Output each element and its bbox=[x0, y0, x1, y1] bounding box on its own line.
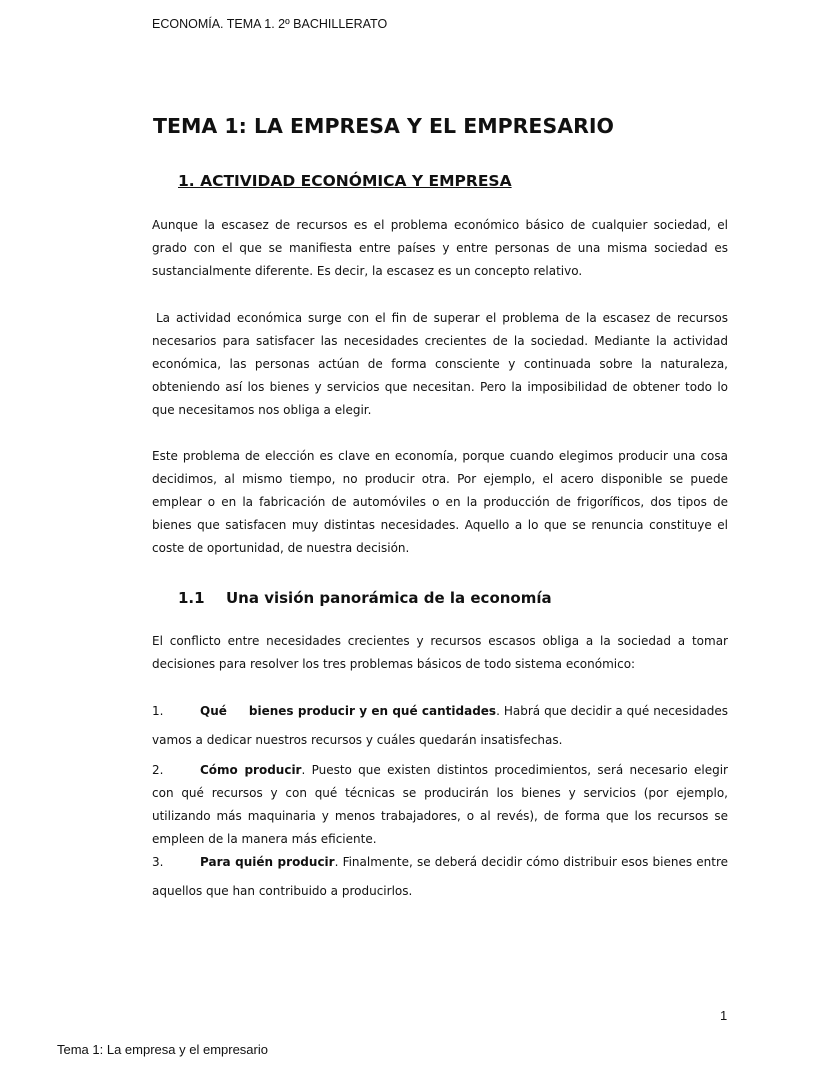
section-heading: 1. ACTIVIDAD ECONÓMICA Y EMPRESA bbox=[178, 172, 512, 190]
subsection-number: 1.1 bbox=[178, 589, 205, 607]
page-title: TEMA 1: LA EMPRESA Y EL EMPRESARIO bbox=[153, 114, 614, 138]
list-bold: Cómo producir bbox=[200, 763, 302, 777]
paragraph-2: La actividad económica surge con el fin de superar el problema de la escasez de recursos necesarios para satisfacer las necesidades crecientes de la sociedad. Mediante la actividad económica, las personas actúan de forma consciente y continuada sobre la naturaleza, obteniendo así los bienes y servicios que necesitan. Pero la imposibilidad de obtener todo lo que necesitamos nos obliga a elegir. bbox=[152, 311, 728, 417]
list-number: 1. bbox=[152, 704, 164, 718]
intro-paragraph: El conflicto entre necesidades crecientes y recursos escasos obliga a la sociedad a tomar decisiones para resolver los tres problemas básicos de todo sistema económico: bbox=[152, 634, 728, 671]
running-header: ECONOMÍA. TEMA 1. 2º BACHILLERATO bbox=[152, 17, 388, 31]
list-bold: Para quién producir bbox=[200, 855, 335, 869]
page-number: 1 bbox=[720, 1008, 728, 1023]
list-item bbox=[152, 848, 728, 906]
running-footer: Tema 1: La empresa y el empresario bbox=[57, 1042, 268, 1057]
list-item bbox=[152, 759, 728, 851]
paragraph-3: Este problema de elección es clave en economía, porque cuando elegimos producir una cosa decidimos, al mismo tiempo, no producir otra. Por ejemplo, el acero disponible se puede emplear o en la fabricación de automóviles o en la producción de frigoríficos, dos tipos de bienes que satisfacen muy distintas necesidades. Aquello a lo que se renuncia constituye el coste de oportunidad, de nuestra decisión. bbox=[152, 449, 728, 555]
list-text: . Finalmente, se deberá decidir cómo distribuir esos bienes entre aquellos que han contribuido a producirlos. bbox=[152, 855, 728, 898]
subsection-heading bbox=[178, 589, 552, 607]
list-number: 3. bbox=[152, 855, 164, 869]
list-bold: Qué bbox=[200, 704, 227, 718]
list-bold: bienes producir y en qué cantidades bbox=[248, 704, 497, 718]
paragraph-1: Aunque la escasez de recursos es el problema económico básico de cualquier sociedad, el grado con el que se manifiesta entre países y entre personas de una misma sociedad es sustancialmente diferente. Es decir, la escasez es un concepto relativo. bbox=[152, 218, 728, 278]
list-text: . Habrá que decidir a qué necesidades vamos a dedicar nuestros recursos y cuáles quedarán insatisfechas. bbox=[152, 704, 729, 747]
subsection-title: Una visión panorámica de la economía bbox=[226, 589, 552, 607]
list-item bbox=[152, 697, 728, 755]
list-text: . Puesto que existen distintos procedimientos, será necesario elegir con qué recursos y con qué técnicas se producirán los bienes y servicios (por ejemplo, utilizando más maquinaria y menos trabajadores, o al revés), de forma que los recursos se empleen de la manera más eficiente. bbox=[152, 763, 728, 846]
list-number: 2. bbox=[152, 763, 164, 777]
